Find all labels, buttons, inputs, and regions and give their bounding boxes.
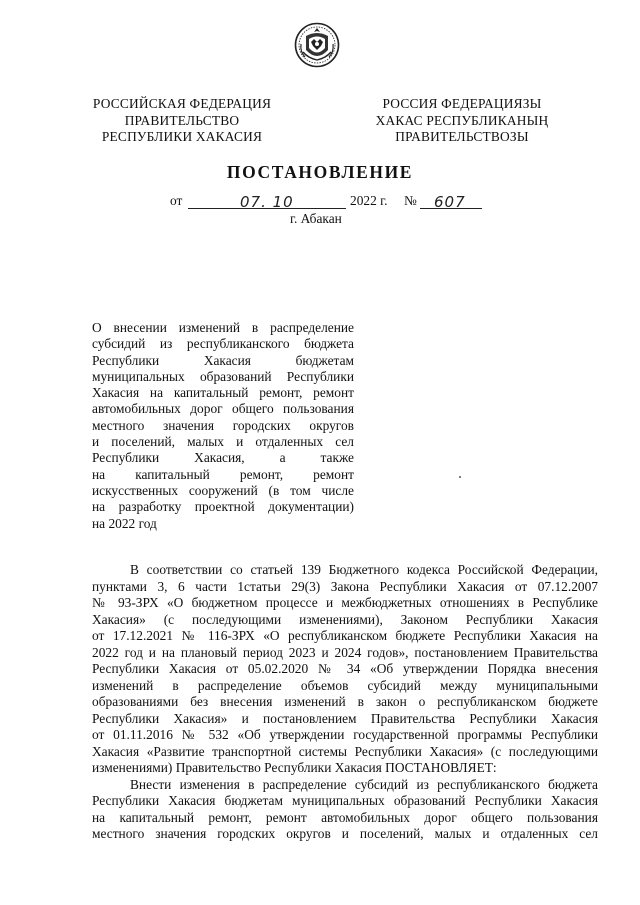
body-line: Хакасия» (с последующими изменениями), Законом Республики Хакасия [92,611,598,627]
document-title: ПОСТАНОВЛЕНИЕ [226,162,414,182]
header-right-line: РОССИЯ ФЕДЕРАЦИЯЗЫ [382,96,542,111]
city-label: г. Абакан [290,211,342,226]
body-line: от 17.12.2021 № 116-ЗРХ «О республиканском бюджете Республики Хакасия на [92,628,598,643]
handwritten-date: 07. 10 [240,193,294,211]
header-left-line: ПРАВИТЕЛЬСТВО [124,112,240,128]
body-text [92,562,598,843]
subject-line: на разработку проектной документации) [92,499,354,515]
body-line: образованиями без внесения изменений в закон о республиканском бюджете [92,694,598,709]
body-line: Республики Хакасия» и постановлением Правительства Республики Хакасия [92,710,598,726]
header-left-line: РЕСПУБЛИКИ ХАКАСИЯ [101,129,263,144]
body-line: Внести изменения в распределение субсидий из республиканского бюджета [130,776,598,792]
handwritten-number: 607 [434,193,466,211]
subject-line: субсидий из республиканского бюджета [92,336,354,352]
year-label: 2022 г. [350,193,388,208]
subject-line: муниципальных образований Республики [92,368,354,384]
body-line: изменениями) Правительство Республики Хакасия ПОСТАНОВЛЯЕТ: [92,760,497,775]
body-line: от 01.11.2016 № 532 «Об утверждении государственной программы Республики [92,727,598,742]
body-line: Республики Хакасия бюджетам муниципальных образований Республики Хакасия [92,793,598,808]
body-line: Хакасия «Развитие транспортной системы Республики Хакасия» (с последующими [92,743,598,759]
body-line: № 93-ЗРХ «О бюджетном процессе и межбюджетных отношениях в Республике [92,595,598,610]
header-left-block [88,96,276,146]
subject-line: Хакасия на капитальный ремонт, ремонт [92,385,354,401]
subject-line: искусственных сооружений (в том числе [92,482,354,498]
stray-mark [459,476,461,478]
body-line: местного значения городских округов и поселений, малых и отдаленных сел [92,826,598,841]
body-line: пунктами 3, 6 части 1статьи 29(3) Закона Республики Хакасия от 07.12.2007 [92,578,598,594]
subject-line: местного значения городских округов [92,417,354,433]
header-right-line: ПРАВИТЕЛЬСТВОЗЫ [395,129,529,144]
body-line: В соответствии со статьей 139 Бюджетного кодекса Российской Федерации, [130,562,598,577]
subject-line: на 2022 год [92,515,157,531]
header-right-line: ХАКАС РЕСПУБЛИКАНЫҢ [375,112,549,128]
subject-line: на капитальный ремонт, ремонт [92,466,354,482]
subject-line: Республики Хакасия бюджетам [92,352,354,368]
coat-of-arms-emblem [294,22,340,68]
subject-line: автомобильных дорог общего пользования [92,401,354,417]
date-prefix: от [170,193,183,208]
subject-line: Республики Хакасия, а также [92,450,354,466]
subject-line: О внесении изменений в распределение [92,320,354,335]
header-right-block [368,96,556,146]
number-sign: № [404,193,417,208]
body-line: изменений в распределение объемов субсидий между муниципальными [92,677,598,693]
subject-line: и поселений, малых и отдаленных сел [92,434,354,450]
header-left-line: РОССИЙСКАЯ ФЕДЕРАЦИЯ [92,96,272,111]
body-line: Республики Хакасия от 05.02.2020 № 34 «Об утверждении Порядка внесения [92,661,598,676]
body-line: на капитальный ремонт, ремонт автомобильных дорог общего пользования [92,809,598,825]
subject-block [92,320,354,532]
body-line: 2022 год и на плановый период 2023 и 2024 годов», постановлением Правительства [92,644,598,660]
